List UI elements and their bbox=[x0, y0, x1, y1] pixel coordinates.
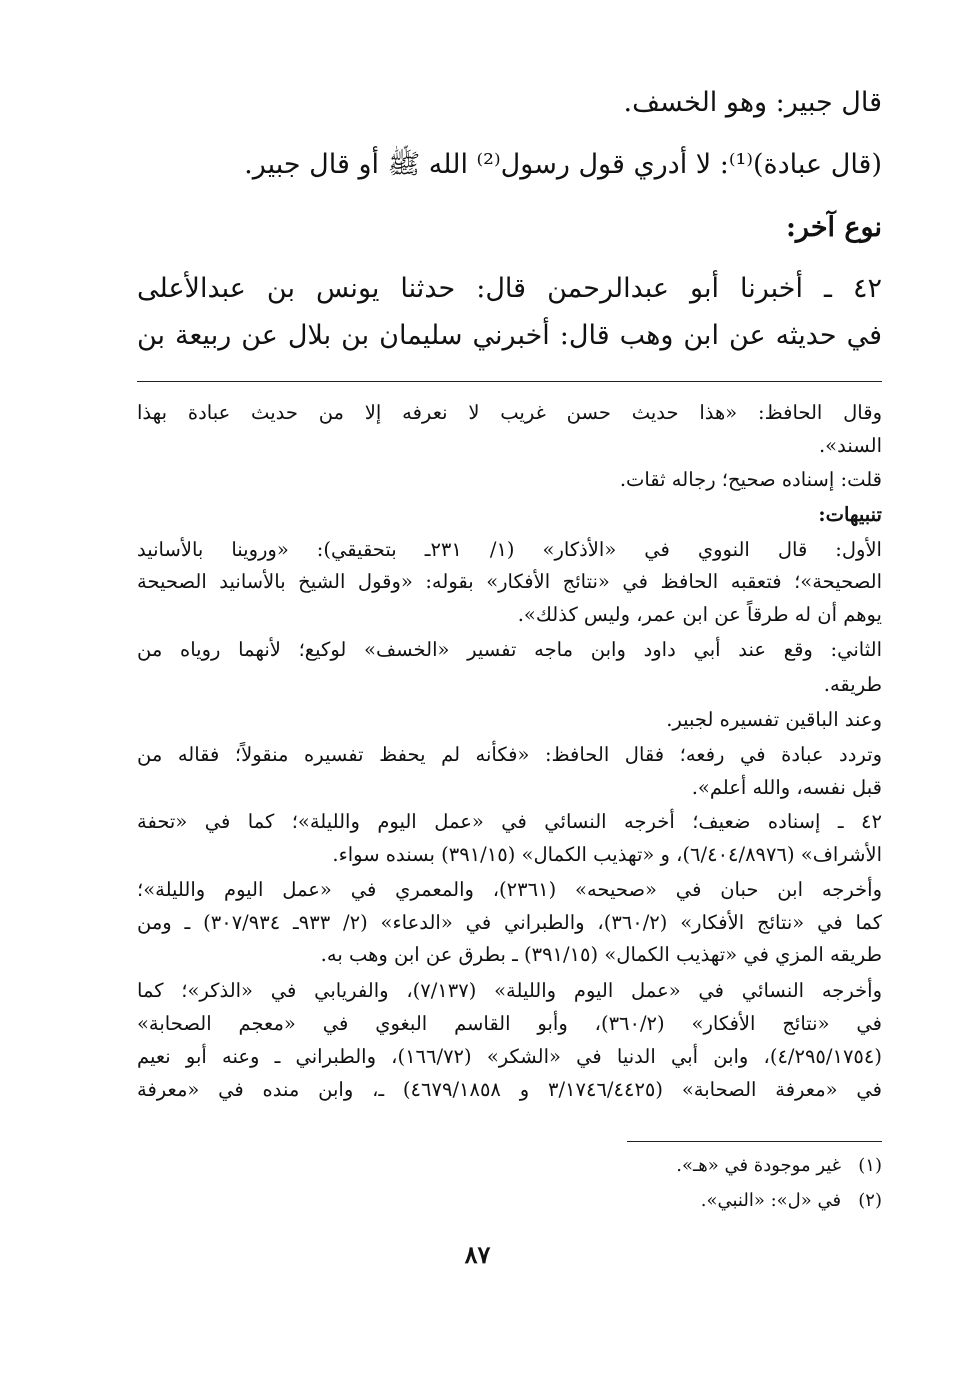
commentary-line: السند». bbox=[818, 434, 882, 457]
commentary-line: كما في «نتائج الأفكار» (٣٦٠/٢)، والطبراني في «الدعاء» (٢/ ٩٣٣ـ ٣٠٧/٩٣٤) ـ ومن bbox=[137, 911, 882, 934]
footnote-marker: (١) bbox=[858, 1155, 882, 1176]
commentary-line: الصحيحة»؛ فتعقبه الحافظ في «نتائج الأفكار» بقوله: «وقول الشيخ بالأسانيد الصحيحة bbox=[137, 570, 882, 593]
commentary-line: في «نتائج الأفكار» (٣٦٠/٢)، وأبو القاسم البغوي في «معجم الصحابة» bbox=[137, 1012, 882, 1035]
hadith-42-line-1: ٤٢ ـ أخبرنا أبو عبدالرحمن قال: حدثنا يونس بن عبدالأعلى bbox=[137, 273, 882, 304]
footnote-text: في «ل»: «النبي». bbox=[700, 1190, 842, 1211]
page-number: ٨٧ bbox=[464, 1240, 491, 1269]
commentary-line: يوهم أن له طرقاً عن ابن عمر، وليس كذلك». bbox=[517, 603, 882, 626]
footnote-marker: (٢) bbox=[858, 1190, 882, 1211]
commentary-line: وتردد عبادة في رفعه؛ فقال الحافظ: «فكأنه لم يحفظ تفسيره منقولاً؛ فقاله من bbox=[137, 743, 882, 766]
commentary-line: طريقه. bbox=[823, 673, 882, 696]
commentary-line: وعند الباقين تفسيره لجبير. bbox=[666, 708, 882, 731]
commentary-line: الأشراف» (٦/٤٠٤/٨٩٧٦)، و «تهذيب الكمال» (٣٩١/١٥) بسنده سواء. bbox=[332, 843, 882, 866]
main-line-2: (قال عبادة)⁽¹⁾: لا أدري قول رسول⁽²⁾ الله ﷺ أو قال جبير. bbox=[244, 149, 882, 180]
commentary-line: (٤/٢٩٥/١٧٥٤)، وابن أبي الدنيا في «الشكر» (١٦٦/٧٢)، والطبراني ـ وعنه أبو نعيم bbox=[137, 1045, 882, 1068]
footnote-text: غير موجودة في «هـ». bbox=[676, 1155, 842, 1176]
footnote-2 bbox=[137, 1188, 882, 1214]
commentary-line: وأخرجه ابن حبان في «صحيحه» (٢٣٦١)، والمعمري في «عمل اليوم والليلة»؛ bbox=[137, 878, 882, 901]
commentary-line: وقال الحافظ: «هذا حديث حسن غريب لا نعرفه إلا من حديث عبادة بهذا bbox=[137, 401, 882, 424]
hadith-42-line-2: في حديثه عن ابن وهب قال: أخبرني سليمان بن بلال عن ربيعة بن bbox=[137, 320, 882, 351]
commentary-line: وأخرجه النسائي في «عمل اليوم والليلة» (٧/١٣٧)، والفريابي في «الذكر»؛ كما bbox=[137, 979, 882, 1002]
commentary-line: الأول: قال النووي في «الأذكار» (١/ ٢٣١ـ بتحقيقي): «وروينا بالأسانيد bbox=[137, 538, 882, 561]
commentary-line: في «معرفة الصحابة» (٣/١٧٤٦/٤٤٢٥ و ٤٦٧٩/١٨٥٨) ـ، وابن منده في «معرفة bbox=[137, 1078, 882, 1101]
main-line-1: قال جبير: وهو الخسف. bbox=[623, 87, 882, 118]
commentary-line: ٤٢ ـ إسناده ضعيف؛ أخرجه النسائي في «عمل اليوم والليلة»؛ كما في «تحفة bbox=[137, 810, 882, 833]
section-heading: نوع آخر: bbox=[785, 212, 882, 243]
commentary-line: طريقه المزي في «تهذيب الكمال» (٣٩١/١٥) ـ بطرق عن ابن وهب به. bbox=[320, 943, 882, 966]
commentary-line: قلت: إسناده صحيح؛ رجاله ثقات. bbox=[619, 468, 882, 491]
commentary-subheading: تنبيهات: bbox=[818, 503, 882, 526]
footnote-divider bbox=[627, 1141, 882, 1142]
commentary-line: الثاني: وقع عند أبي داود وابن ماجه تفسير «الخسف» لوكيع؛ لأنهما روياه من bbox=[137, 638, 882, 661]
commentary-line: قبل نفسه، والله أعلم». bbox=[691, 776, 882, 799]
main-divider bbox=[137, 381, 882, 382]
footnote-1 bbox=[137, 1153, 882, 1179]
